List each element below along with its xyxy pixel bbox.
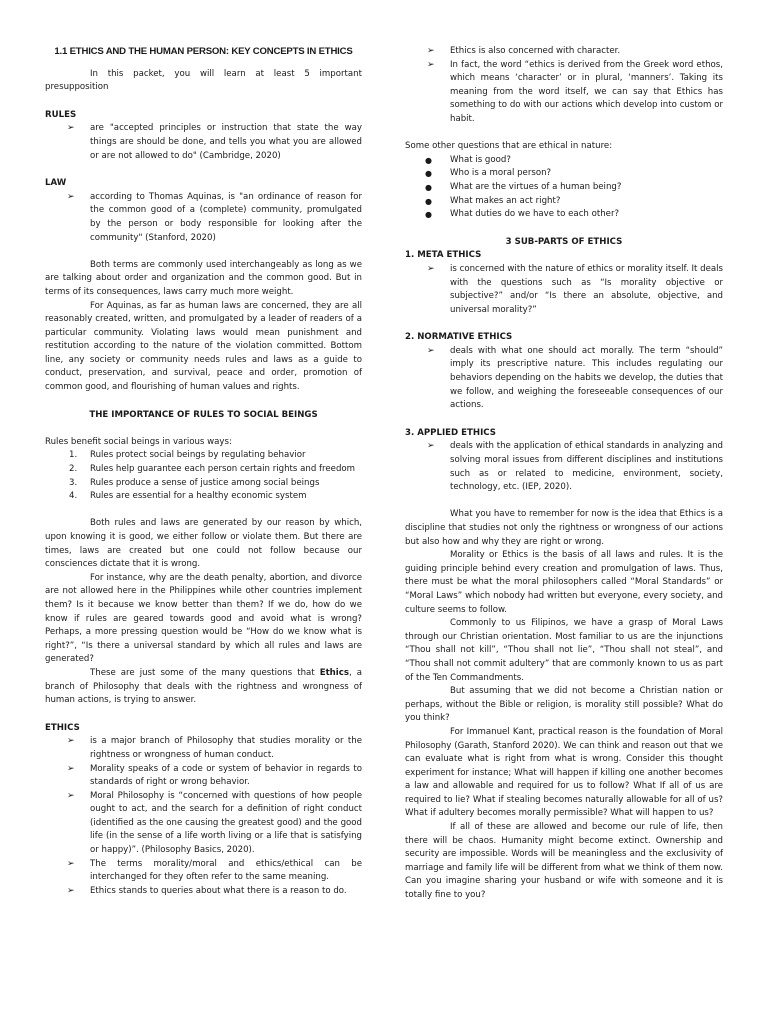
- bullet-icon: ●: [425, 155, 432, 165]
- list-item: ➢ Morality speaks of a code or system of behavior in regards to standards of right or wrong behavior.: [67, 763, 362, 788]
- instance-paragraph: For instance, why are the death penalty, abortion, and divorce are not allowed here in the Philippines while other countries implement them? Is it because we know better than them? If we do, how do we know if rules are geared towards good and avoid what is wrong? Perhaps, a more pressing question would be “How do we know what is right?”, “Is there a universal standard by which all rules and laws are generated?: [45, 572, 362, 665]
- other-questions-text: Some other questions that are ethical in nature:: [405, 141, 613, 152]
- list-item: ● What makes an act right?: [405, 195, 723, 209]
- normative-ethics-heading: 2. NORMATIVE ETHICS: [405, 332, 513, 343]
- filipinos-paragraph: Commonly to us Filipinos, we have a grasp of Moral Laws through our Christian orientation. Most familiar to us are the injunctions “Thou shall not kill”, “Thou shall not lie”, “Thou shall not steal”, and “Thou shall not commit adultery” that are commonly known to us as part of the Ten Commandments.: [405, 618, 723, 683]
- list-item: 1. Rules protect social beings by regulating behavior: [69, 450, 306, 461]
- applied-ethics-heading: 3. APPLIED ETHICS: [405, 427, 496, 438]
- list-item: ➢ is a major branch of Philosophy that studies morality or the rightness or wrongness of human conduct.: [67, 736, 362, 760]
- rules-benefit-text: Rules benefit social beings in various ways:: [45, 436, 232, 447]
- both-terms-paragraph: Both terms are commonly used interchangeably as long as we are talking about order and organization and the common good. But in terms of its consequences, laws carry much more weight.: [45, 259, 362, 297]
- arrow-bullet-icon: ➢: [427, 345, 435, 356]
- questions-list: [405, 154, 723, 222]
- chaos-paragraph: If all of these are allowed and become our rule of life, then there will be chaos. Humanity might become extinct. Ownership and security are impossible. Words will be meaningless and the exclusivity of marriage and family life will be different from what we think of them now. Can you imagine sharing your husband or wife with someone and it is totally fine to you?: [405, 822, 723, 901]
- list-item: ➢ are "accepted principles or instruction that state the way things are should be done, and tells you what you are allowed or are not allowed to do" (Cambridge, 2020): [67, 123, 362, 161]
- list-item: ➢ Ethics stands to queries about what there is a reason to do.: [45, 885, 362, 899]
- right-column: [405, 45, 723, 903]
- assuming-paragraph: But assuming that we did not become a Christian nation or perhaps, without the Bible or religion, is morality still possible? What do you think?: [405, 686, 723, 724]
- list-item: ➢ deals with the application of ethical standards in analyzing and solving moral issues from different disciplines and institutions such as or related to medicine, environment, society, technology, etc. (IEP, 2020).: [427, 441, 723, 493]
- rules-list: [45, 122, 362, 163]
- law-list: [45, 191, 362, 245]
- arrow-bullet-icon: ➢: [67, 790, 75, 801]
- document-title: 1.1 ETHICS AND THE HUMAN PERSON: KEY CONCEPTS IN ETHICS: [54, 46, 353, 57]
- arrow-bullet-icon: ➢: [427, 59, 435, 70]
- arrow-bullet-icon: ➢: [427, 46, 435, 56]
- list-item: ➢ The terms morality/moral and ethics/ethical can be interchanged for they often refer to the same meaning.: [67, 858, 362, 883]
- left-column: [45, 45, 362, 898]
- benefits-list: [45, 449, 362, 503]
- arrow-bullet-icon: ➢: [427, 441, 435, 452]
- list-item: ● Who is a moral person?: [405, 167, 723, 181]
- law-heading: LAW: [45, 178, 67, 189]
- subparts-heading: 3 SUB-PARTS OF ETHICS: [505, 236, 623, 247]
- bullet-icon: ●: [425, 182, 432, 192]
- bullet-icon: ●: [425, 210, 432, 220]
- list-item: 3. Rules produce a sense of justice among social beings: [69, 477, 320, 488]
- importance-heading: THE IMPORTANCE OF RULES TO SOCIAL BEINGS: [89, 409, 318, 420]
- list-item: ● What is good?: [405, 154, 723, 168]
- these-questions-paragraph: These are just some of the many questions that Ethics, a branch of Philosophy that deals with the rightness and wrongness of human actions, is trying to answer.: [45, 667, 363, 706]
- list-item: ● What are the virtues of a human being?: [405, 181, 723, 195]
- basis-paragraph: Morality or Ethics is the basis of all laws and rules. It is the guiding principle behind every creation and promulgation of laws. Thus, there must be what the moral philosophers called “Moral Standards” or “Moral Laws” which nobody had written but everyone, every society, and culture seems to follow.: [405, 550, 723, 615]
- ethics-list: [45, 735, 362, 898]
- list-item: ➢ Moral Philosophy is “concerned with questions of how people ought to act, and the search for a definition of right conduct (identified as the one causing the greatest good) and the good life (in the sense of a life worth living or a life that is satisfying or happy)”. (Philosophy Basics, 2020).: [67, 790, 362, 856]
- normative-ethics-list: [405, 345, 723, 413]
- arrow-bullet-icon: ➢: [67, 123, 75, 134]
- list-item: 2. Rules help guarantee each person certain rights and freedom: [69, 464, 356, 475]
- arrow-bullet-icon: ➢: [67, 885, 75, 896]
- intro-paragraph: In this packet, you will learn at least 5 important presupposition: [45, 68, 362, 93]
- list-item: ➢ In fact, the word “ethics is derived from the Greek word ethos, which means ‘character’ or in plural, ‘manners’. Taking its meaning from the word itself, we can say that Ethics has something to do with our actions which develop into custom or habit.: [427, 59, 723, 124]
- meta-ethics-list: [405, 263, 723, 317]
- arrow-bullet-icon: ➢: [67, 191, 75, 202]
- meta-ethics-heading: 1. META ETHICS: [405, 250, 482, 261]
- arrow-bullet-icon: ➢: [67, 763, 75, 774]
- remember-paragraph: What you have to remember for now is the idea that Ethics is a discipline that studies not only the rightness or wrongness of our actions but also how and why they are right or wrong.: [405, 509, 723, 547]
- list-item: 4. Rules are essential for a healthy economic system: [69, 491, 307, 502]
- bullet-icon: ●: [425, 196, 432, 206]
- rules-heading: RULES: [45, 109, 77, 120]
- arrow-bullet-icon: ➢: [427, 263, 435, 274]
- ethics-continued-list: [405, 45, 723, 127]
- reason-paragraph: Both rules and laws are generated by our reason by which, upon knowing it is good, we either follow or violate them. But there are times, laws are created but one could not follow because our consciences dictate that it is wrong.: [45, 518, 362, 570]
- list-item: ➢ is concerned with the nature of ethics or morality itself. It deals with the questions such as “Is morality objective or subjective?” and/or “Is there an absolute, objective, and universal morality?”: [427, 263, 723, 315]
- arrow-bullet-icon: ➢: [67, 858, 75, 869]
- aquinas-paragraph: For Aquinas, as far as human laws are concerned, they are all reasonably created, written, and promulgated by a leader of readers of a particular community. Violating laws would mean punishment and restitution according to the nature of the violation committed. Bottom line, any society or community needs rules and laws as a guide to conduct, preservation, and survival, peace and order, promotion of common good, and flourishing of human values and rights.: [45, 300, 362, 393]
- kant-paragraph: For Immanuel Kant, practical reason is the foundation of Moral Philosophy (Garath, Stanford 2020). We can think and reason out that we can evaluate what is right from what is wrong. Consider this thought experiment for instance; What will happen if killing one another becomes a law and allowable and required for us to follow? What If all of us are required to lie? What if stealing becomes naturally allowable for all of us? What if adultery becomes morally permissible? What will happen to us?: [405, 726, 723, 819]
- list-item: ➢ according to Thomas Aquinas, is "an ordinance of reason for the common good of a (complete) community, promulgated by the person or body responsible for looking after the community" (Stanford, 2020): [67, 191, 362, 243]
- ethics-heading: ETHICS: [45, 722, 80, 733]
- arrow-bullet-icon: ➢: [67, 736, 75, 747]
- list-item: ➢ deals with what one should act morally. The term “should” imply its prescriptive nature. This includes regulating our behaviors depending on the habits we develop, the duties that we follow, and weighing the foreseeable consequences of our actions.: [427, 345, 723, 411]
- list-item: ● What duties do we have to each other?: [405, 208, 723, 222]
- applied-ethics-list: [405, 440, 723, 494]
- bullet-icon: ●: [425, 169, 432, 179]
- list-item: ➢ Ethics is also concerned with character.: [405, 45, 723, 59]
